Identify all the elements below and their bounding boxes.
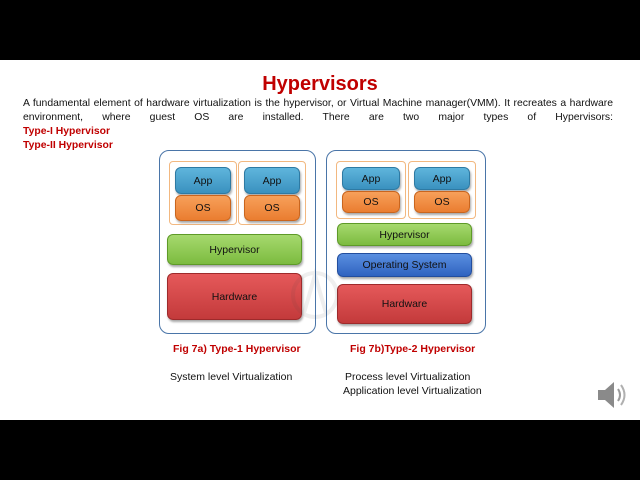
os-block: OS [175,195,231,221]
type2-diagram [326,150,486,334]
hypervisor-block: Hypervisor [167,234,302,265]
app-block: App [414,167,470,190]
application-level-note: Application level Virtualization [343,385,482,397]
app-block: App [244,167,300,194]
watermark-logo [290,255,340,335]
type2-label: Type-II Hypervisor [23,140,113,151]
hypervisor-block: Hypervisor [337,223,472,246]
type1-label: Type-I Hypervisor [23,126,111,137]
intro-paragraph: A fundamental element of hardware virtualization is the hypervisor, or Virtual Machine manager(VMM). It recreates a hardware environment, where guest OS are installed. There are two major types of Hypervisors: [23,98,613,123]
os-block: OS [244,195,300,221]
slide [0,60,640,420]
hardware-block: Hardware [337,284,472,324]
app-block: App [342,167,400,190]
vm-box [169,161,237,225]
vm-box [238,161,306,225]
operating-system-block: Operating System [337,253,472,277]
os-block: OS [342,191,400,213]
system-level-note: System level Virtualization [170,371,293,383]
os-block: OS [414,191,470,213]
vm-box [408,161,476,219]
hardware-block: Hardware [167,273,302,320]
speaker-icon[interactable] [595,378,629,412]
fig7a-caption: Fig 7a) Type-1 Hypervisor [173,343,301,355]
process-level-note: Process level Virtualization [345,371,471,383]
app-block: App [175,167,231,194]
slide-title: Hypervisors [262,73,378,95]
vm-box [336,161,406,219]
fig7b-caption: Fig 7b)Type-2 Hypervisor [350,343,476,355]
